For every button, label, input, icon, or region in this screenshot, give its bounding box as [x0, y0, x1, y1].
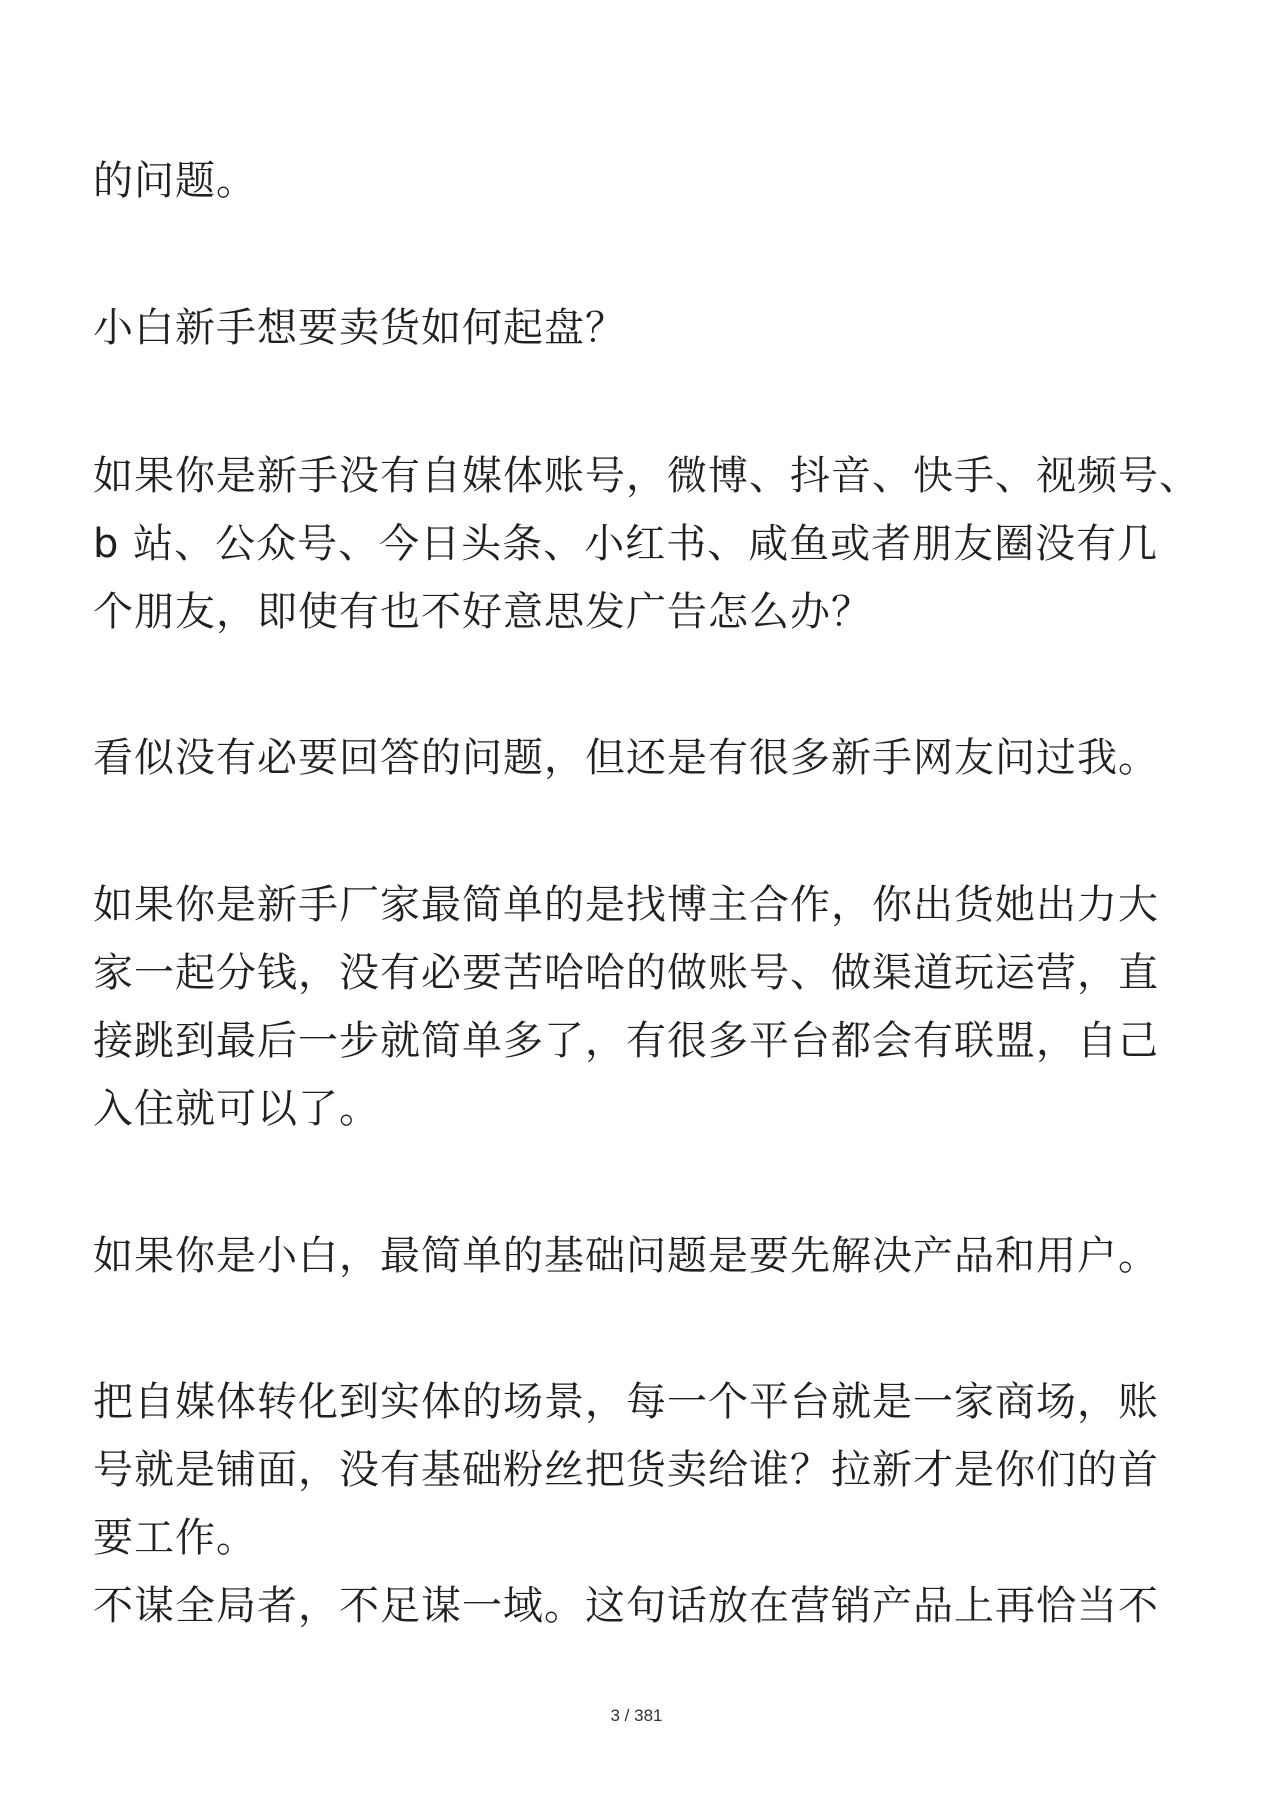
text-line: 个朋友，即使有也不好意思发广告怎么办？: [93, 589, 872, 635]
text-line: 入住就可以了。: [93, 1086, 380, 1132]
text-line: 如果你是新手没有自媒体账号，微博、抖音、快手、视频号、: [93, 453, 1200, 499]
text-line: 家一起分钱，没有必要苦哈哈的做账号、做渠道玩运营，直: [93, 950, 1159, 996]
text-line: 看似没有必要回答的问题，但还是有很多新手网友问过我。: [93, 735, 1159, 781]
text-line: 的问题。: [93, 158, 257, 204]
text-line: 要工作。: [93, 1515, 257, 1561]
text-line: 小白新手想要卖货如何起盘？: [93, 305, 626, 351]
text-line: 接跳到最后一步就简单多了，有很多平台都会有联盟，自己: [93, 1018, 1159, 1064]
page-number: 3 / 381: [610, 1706, 663, 1725]
text-line: 如果你是小白，最简单的基础问题是要先解决产品和用户。: [93, 1233, 1159, 1279]
text-line: 号就是铺面，没有基础粉丝把货卖给谁？拉新才是你们的首: [93, 1447, 1159, 1493]
text-line: 把自媒体转化到实体的场景，每一个平台就是一家商场，账: [93, 1379, 1159, 1425]
text-line: 如果你是新手厂家最简单的是找博主合作，你出货她出力大: [93, 882, 1159, 928]
text-line: 不谋全局者，不足谋一域。这句话放在营销产品上再恰当不: [93, 1583, 1159, 1629]
text-line: b 站、公众号、今日头条、小红书、咸鱼或者朋友圈没有几: [93, 521, 1159, 567]
